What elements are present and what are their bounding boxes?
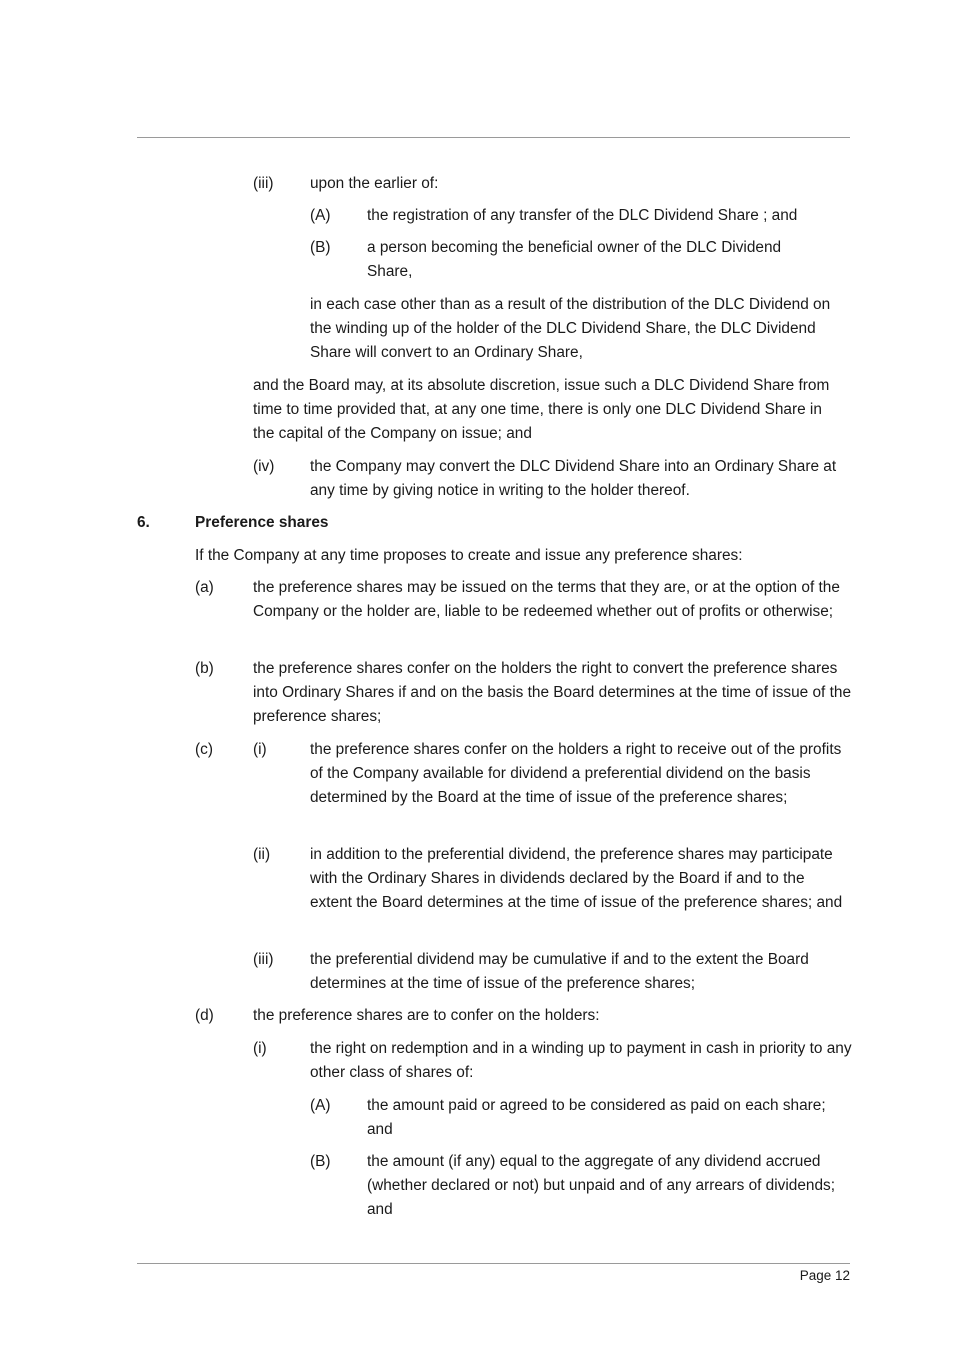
clause-text-d-A: the amount paid or agreed to be considered as paid on each share; and: [367, 1097, 826, 1139]
header-rule: [137, 137, 850, 138]
clause-text-iv: the Company may convert the DLC Dividend Share into an Ordinary Share at any time by giving notice in writing to the holder thereof.: [310, 458, 837, 500]
clause-label-c-ii: (ii): [253, 846, 271, 863]
clause-tail-paragraph: in each case other than as a result of the distribution of the DLC Dividend on the winding up of the holder of the DLC Dividend Share, the DLC Dividend Share will convert to an Ordinary Share,: [310, 296, 831, 362]
clause-label-iii: (iii): [253, 175, 274, 192]
clause-label-b: (b): [195, 660, 214, 677]
clause-text-iii: upon the earlier of:: [310, 175, 439, 192]
clause-text-B: a person becoming the beneficial owner of the DLC Dividend Share,: [367, 239, 782, 281]
clause-label-d-B: (B): [310, 1153, 331, 1170]
clause-label-d: (d): [195, 1007, 214, 1024]
clause-label-c-iii: (iii): [253, 951, 274, 968]
footer-rule: [137, 1263, 850, 1264]
clause-text-A: the registration of any transfer of the DLC Dividend Share ; and: [367, 207, 798, 224]
clause-label-a: (a): [195, 579, 214, 596]
clause-label-c-i: (i): [253, 741, 267, 758]
clause-label-c: (c): [195, 741, 213, 758]
clause-label-iv: (iv): [253, 458, 275, 475]
clause-text-c-ii: in addition to the preferential dividend, the preference shares may participate with the Ordinary Shares in dividends declared by the Board if and to the extent the Board determines at the time of issue of the preference shares; and: [310, 846, 843, 912]
clause-text-d: the preference shares are to confer on the holders:: [253, 1007, 600, 1024]
clause-label-A: (A): [310, 207, 331, 224]
clause-label-d-A: (A): [310, 1097, 331, 1114]
clause-label-B: (B): [310, 239, 331, 256]
section-number: 6.: [137, 514, 150, 531]
section-intro: If the Company at any time proposes to create and issue any preference shares:: [195, 547, 743, 564]
clause-text-c-iii: the preferential dividend may be cumulative if and to the extent the Board determines at the time of issue of the preference shares;: [310, 951, 809, 993]
clause-text-a: the preference shares may be issued on the terms that they are, or at the option of the Company or the holder are, liable to be redeemed whether out of profits or otherwise;: [253, 579, 840, 621]
board-paragraph: and the Board may, at its absolute discretion, issue such a DLC Dividend Share from time to time provided that, at any one time, there is only one DLC Dividend Share in the capital of the Company on issue; and: [253, 377, 830, 443]
clause-text-c-i: the preference shares confer on the holders a right to receive out of the profits of the Company available for dividend a preferential dividend on the basis determined by the Board at the time of issue of the preference shares;: [310, 741, 842, 807]
page-number: Page 12: [799, 1268, 850, 1283]
clause-text-b: the preference shares confer on the holders the right to convert the preference shares into Ordinary Shares if and on the basis the Board determines at the time of issue of the preference shares;: [253, 660, 852, 726]
clause-text-d-i: the right on redemption and in a winding up to payment in cash in priority to any other class of shares of:: [310, 1040, 852, 1082]
section-heading: Preference shares: [195, 514, 329, 531]
clause-text-d-B: the amount (if any) equal to the aggregate of any dividend accrued (whether declared or not) but unpaid and of any arrears of dividends; and: [367, 1153, 835, 1219]
clause-label-d-i: (i): [253, 1040, 267, 1057]
